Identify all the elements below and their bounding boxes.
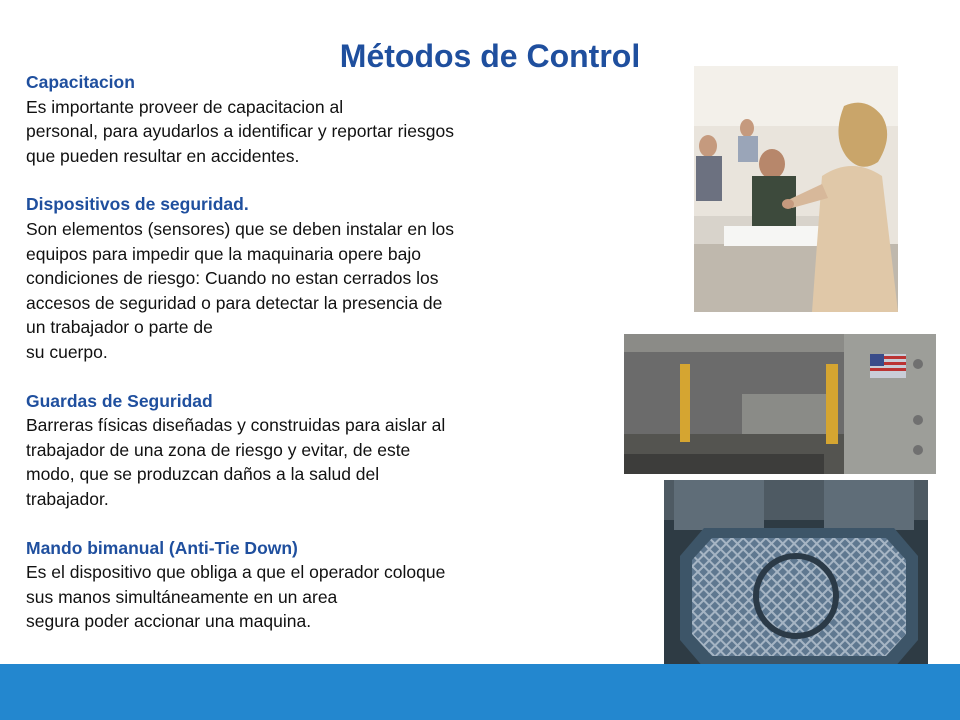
section-line: equipos para impedir que la maquinaria opere bajo — [26, 243, 421, 264]
section-line: sus manos simultáneamente en un area — [26, 586, 338, 607]
classroom-photo — [694, 66, 898, 312]
section-heading: Guardas de Seguridad — [26, 390, 213, 411]
section-line: trabajador. — [26, 488, 109, 509]
section-heading: Dispositivos de seguridad. — [26, 194, 249, 215]
slide-title: Métodos de Control — [339, 38, 641, 74]
footer-bar — [0, 664, 960, 720]
slide-content — [26, 70, 586, 658]
section-heading: Capacitacion — [26, 72, 135, 92]
section-line: Es importante proveer de capacitacion al — [26, 96, 344, 117]
section-line: segura poder accionar una maquina. — [26, 611, 312, 632]
section-line: un trabajador o parte de — [26, 317, 213, 338]
section-guardas — [26, 389, 586, 512]
section-line: condiciones de riesgo: Cuando no estan cerrados los — [26, 268, 439, 289]
section-line: personal, para ayudarlos a identificar y reportar riesgos — [26, 121, 454, 142]
section-line: accesos de seguridad o para detectar la presencia de — [26, 292, 443, 313]
section-capacitacion — [26, 70, 586, 168]
section-heading: Mando bimanual (Anti-Tie Down) — [26, 537, 298, 558]
section-line: trabajador de una zona de riesgo y evitar, de este — [26, 439, 411, 460]
section-line: Barreras físicas diseñadas y construidas para aislar al — [26, 415, 446, 436]
section-dispositivos — [26, 192, 586, 364]
section-line: su cuerpo. — [26, 341, 108, 362]
section-line: Es el dispositivo que obliga a que el operador coloque — [26, 562, 446, 583]
section-line: Son elementos (sensores) que se deben instalar en los — [26, 218, 455, 239]
safety-sensor-photo — [624, 334, 936, 474]
section-mando-bimanual — [26, 536, 586, 634]
section-line: que pueden resultar en accidentes. — [26, 145, 300, 166]
section-line: modo, que se produzcan daños a la salud del — [26, 464, 380, 485]
